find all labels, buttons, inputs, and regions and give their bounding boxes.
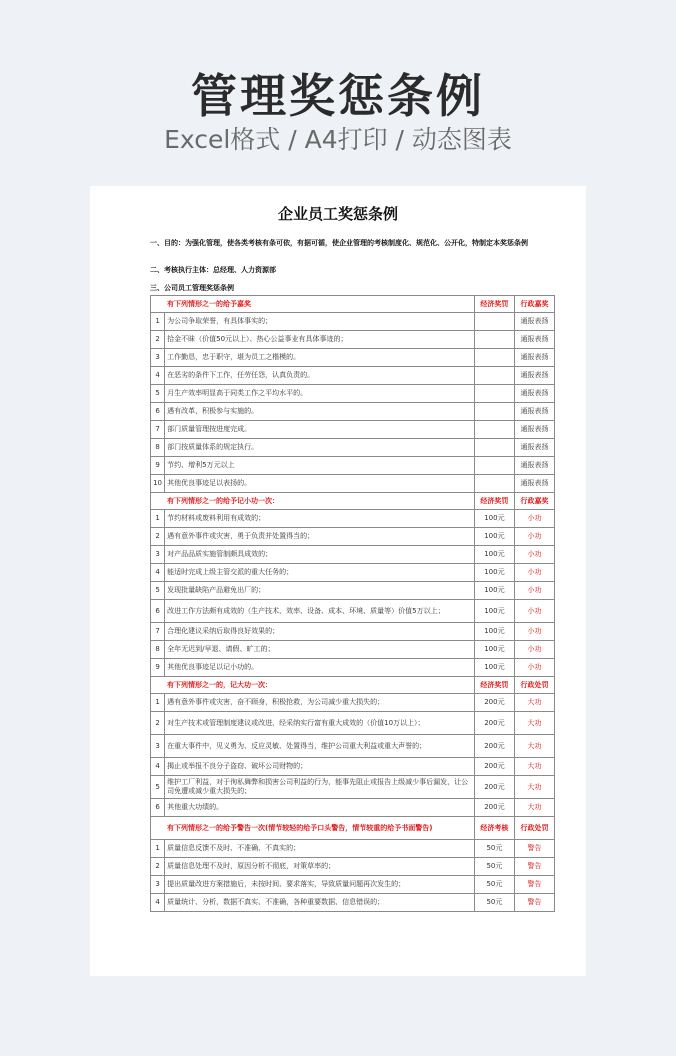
table-row (151, 799, 555, 817)
row-text: 质量信息反馈不及时、不准确、不真实的； (165, 840, 475, 858)
table-row (151, 439, 555, 457)
row-number: 6 (151, 600, 165, 623)
section-header: 有下列情形之一的，记大功一次： (151, 677, 475, 694)
table-row (151, 659, 555, 677)
row-action: 小功 (514, 510, 554, 528)
table-row (151, 858, 555, 876)
row-action: 小功 (514, 659, 554, 677)
row-number: 2 (151, 528, 165, 546)
regulations-table (150, 295, 555, 912)
table-row (151, 367, 555, 385)
regulations-heading: 三、公司员工管理奖惩条例 (150, 284, 234, 292)
row-number: 4 (151, 367, 165, 385)
row-action: 大功 (514, 799, 554, 817)
table-row (151, 582, 555, 600)
row-amount (474, 475, 514, 493)
row-text: 遇有意外事件或灾害，奋不顾身，积极抢救，为公司减少重大损失的； (165, 694, 475, 712)
row-number: 1 (151, 313, 165, 331)
row-number: 7 (151, 623, 165, 641)
table-row (151, 712, 555, 735)
row-amount (474, 457, 514, 475)
banner-title: 管理奖惩条例 (191, 69, 485, 123)
table-row (151, 735, 555, 758)
row-text: 节约、增利5万元以上 (165, 457, 475, 475)
purpose-paragraph: 一、目的：为强化管理，使各类考核有条可依，有据可循，使企业管理的考核制度化、规范化、公开化，特制定本奖惩条例 (150, 239, 528, 247)
section-header: 有下列情形之一的给予记小功一次： (151, 493, 475, 510)
table-row (151, 694, 555, 712)
row-amount (474, 421, 514, 439)
row-number: 2 (151, 331, 165, 349)
row-action: 小功 (514, 600, 554, 623)
row-amount: 200元 (474, 799, 514, 817)
row-number: 4 (151, 758, 165, 776)
row-action: 大功 (514, 776, 554, 799)
section-header: 有下列情形之一的给予警告一次(情节较轻的给予口头警告，情节较重的给予书面警告) (151, 817, 475, 840)
table-row (151, 457, 555, 475)
row-amount: 200元 (474, 735, 514, 758)
row-amount (474, 331, 514, 349)
column-header-economic: 经济考核 (474, 817, 514, 840)
row-action: 大功 (514, 735, 554, 758)
row-number: 2 (151, 712, 165, 735)
row-amount: 100元 (474, 623, 514, 641)
table-row (151, 313, 555, 331)
table-row (151, 564, 555, 582)
row-number: 4 (151, 564, 165, 582)
document-sheet (90, 186, 586, 976)
table-row (151, 403, 555, 421)
row-action: 小功 (514, 582, 554, 600)
column-header-administrative: 行政嘉奖 (514, 493, 554, 510)
row-action: 通报表扬 (514, 403, 554, 421)
row-number: 5 (151, 582, 165, 600)
row-number: 4 (151, 894, 165, 912)
row-number: 9 (151, 457, 165, 475)
row-number: 1 (151, 694, 165, 712)
row-number: 3 (151, 735, 165, 758)
row-amount: 100元 (474, 582, 514, 600)
table-row (151, 600, 555, 623)
row-text: 对产品品质实施管制颇具成效的； (165, 546, 475, 564)
row-text: 部门按质量体系的规定执行。 (165, 439, 475, 457)
table-row (151, 546, 555, 564)
row-action: 小功 (514, 546, 554, 564)
row-action: 小功 (514, 564, 554, 582)
row-amount: 200元 (474, 712, 514, 735)
row-text: 部门质量管理按进度完成。 (165, 421, 475, 439)
row-action: 警告 (514, 876, 554, 894)
row-number: 6 (151, 403, 165, 421)
column-header-economic: 经济奖罚 (474, 296, 514, 313)
row-action: 小功 (514, 623, 554, 641)
row-text: 遇有改革，积极参与实施的。 (165, 403, 475, 421)
row-action: 小功 (514, 528, 554, 546)
row-text: 提出质量改进方案措施后，未按时间、要求落实，导致质量问题再次发生的； (165, 876, 475, 894)
row-text: 其他优良事迹足以表扬的。 (165, 475, 475, 493)
row-text: 发现批量缺陷产品避免出厂的； (165, 582, 475, 600)
row-text: 质量统计、分析，数据不真实、不准确，各种重要数据、信息错误的； (165, 894, 475, 912)
row-text: 遇有意外事件或灾害，勇于负责并处置得当的； (165, 528, 475, 546)
row-amount: 100元 (474, 546, 514, 564)
row-amount (474, 349, 514, 367)
executor-paragraph: 二、考核执行主体：总经理、人力资源部 (150, 266, 276, 274)
row-amount: 100元 (474, 528, 514, 546)
column-header-administrative: 行政嘉奖 (514, 296, 554, 313)
row-amount: 50元 (474, 840, 514, 858)
row-amount: 50元 (474, 858, 514, 876)
row-amount: 50元 (474, 876, 514, 894)
section-header-row (151, 493, 555, 510)
section-header-row (151, 817, 555, 840)
column-header-economic: 经济奖罚 (474, 677, 514, 694)
row-amount: 100元 (474, 600, 514, 623)
row-text: 改进工作方法颇有成效的（生产技术、效率、设备、成本、环境、质量等）价值5万以上； (165, 600, 475, 623)
row-text: 揭止或举报不良分子盗窃、破坏公司财物的； (165, 758, 475, 776)
table-row (151, 475, 555, 493)
row-text: 其他优良事迹足以记小功的。 (165, 659, 475, 677)
row-text: 对生产技术或管理制度建议或改进，经采纳实行富有重大成效的（价值10万以上）； (165, 712, 475, 735)
row-number: 3 (151, 349, 165, 367)
row-action: 通报表扬 (514, 331, 554, 349)
row-action: 大功 (514, 712, 554, 735)
table-row (151, 510, 555, 528)
row-text: 月生产效率明显高于同类工作之平均水平的。 (165, 385, 475, 403)
row-text: 能适时完成上级主管交派的重大任务的； (165, 564, 475, 582)
row-text: 在重大事件中，见义勇为、反应灵敏、处置得当，维护公司重大利益或重大声誉的； (165, 735, 475, 758)
table-row (151, 385, 555, 403)
row-number: 1 (151, 840, 165, 858)
table-row (151, 641, 555, 659)
row-action: 警告 (514, 858, 554, 876)
row-text: 节约材料或废料利用有成效的； (165, 510, 475, 528)
row-amount: 50元 (474, 894, 514, 912)
row-number: 5 (151, 385, 165, 403)
row-text: 维护工厂利益，对于徇私舞弊和损害公司利益的行为，能事先阻止或报告上级减少事后漏发，让公司免遭或减少重大损失的； (165, 776, 475, 799)
row-action: 通报表扬 (514, 313, 554, 331)
row-text: 全年无迟到/早退、请假、旷工的； (165, 641, 475, 659)
section-header-row (151, 677, 555, 694)
table-row (151, 894, 555, 912)
row-amount: 100元 (474, 659, 514, 677)
row-amount: 100元 (474, 564, 514, 582)
section-header-row (151, 296, 555, 313)
row-action: 警告 (514, 894, 554, 912)
column-header-economic: 经济奖罚 (474, 493, 514, 510)
row-action: 通报表扬 (514, 457, 554, 475)
row-action: 警告 (514, 840, 554, 858)
row-text: 工作勤恳，忠于职守，堪为员工之楷模的。 (165, 349, 475, 367)
row-text: 在恶劣的条件下工作，任劳任怨，认真负责的。 (165, 367, 475, 385)
row-amount: 100元 (474, 641, 514, 659)
row-action: 大功 (514, 694, 554, 712)
row-text: 为公司争取荣誉，有具体事实的； (165, 313, 475, 331)
table-row (151, 623, 555, 641)
row-number: 10 (151, 475, 165, 493)
row-action: 通报表扬 (514, 349, 554, 367)
row-action: 小功 (514, 641, 554, 659)
row-number: 3 (151, 546, 165, 564)
table-row (151, 528, 555, 546)
row-text: 质量信息处理不及时，原因分析不彻底，对策草率的； (165, 858, 475, 876)
row-action: 通报表扬 (514, 439, 554, 457)
table-row (151, 349, 555, 367)
row-number: 2 (151, 858, 165, 876)
row-amount: 200元 (474, 694, 514, 712)
row-amount: 100元 (474, 510, 514, 528)
row-amount (474, 385, 514, 403)
table-row (151, 758, 555, 776)
row-action: 通报表扬 (514, 367, 554, 385)
row-number: 8 (151, 641, 165, 659)
row-number: 3 (151, 876, 165, 894)
column-header-administrative: 行政处罚 (514, 817, 554, 840)
row-number: 1 (151, 510, 165, 528)
section-header: 有下列情形之一的给予嘉奖 (151, 296, 475, 313)
row-number: 8 (151, 439, 165, 457)
row-number: 9 (151, 659, 165, 677)
row-action: 大功 (514, 758, 554, 776)
row-amount (474, 439, 514, 457)
document-title: 企业员工奖惩条例 (277, 205, 398, 223)
table-row (151, 840, 555, 858)
row-number: 7 (151, 421, 165, 439)
banner-subtitle: Excel格式 / A4打印 / 动态图表 (164, 125, 512, 154)
row-text: 拾金不昧（价值50元以上）、热心公益事业有具体事迹的； (165, 331, 475, 349)
row-number: 5 (151, 776, 165, 799)
table-row (151, 776, 555, 799)
row-amount: 200元 (474, 758, 514, 776)
row-action: 通报表扬 (514, 385, 554, 403)
row-amount (474, 313, 514, 331)
row-text: 合理化建议采纳后取得良好效果的； (165, 623, 475, 641)
table-row (151, 331, 555, 349)
row-amount: 200元 (474, 776, 514, 799)
row-number: 6 (151, 799, 165, 817)
row-action: 通报表扬 (514, 475, 554, 493)
row-action: 通报表扬 (514, 421, 554, 439)
row-amount (474, 367, 514, 385)
row-amount (474, 403, 514, 421)
table-row (151, 421, 555, 439)
row-text: 其他重大功绩的。 (165, 799, 475, 817)
column-header-administrative: 行政处罚 (514, 677, 554, 694)
table-row (151, 876, 555, 894)
